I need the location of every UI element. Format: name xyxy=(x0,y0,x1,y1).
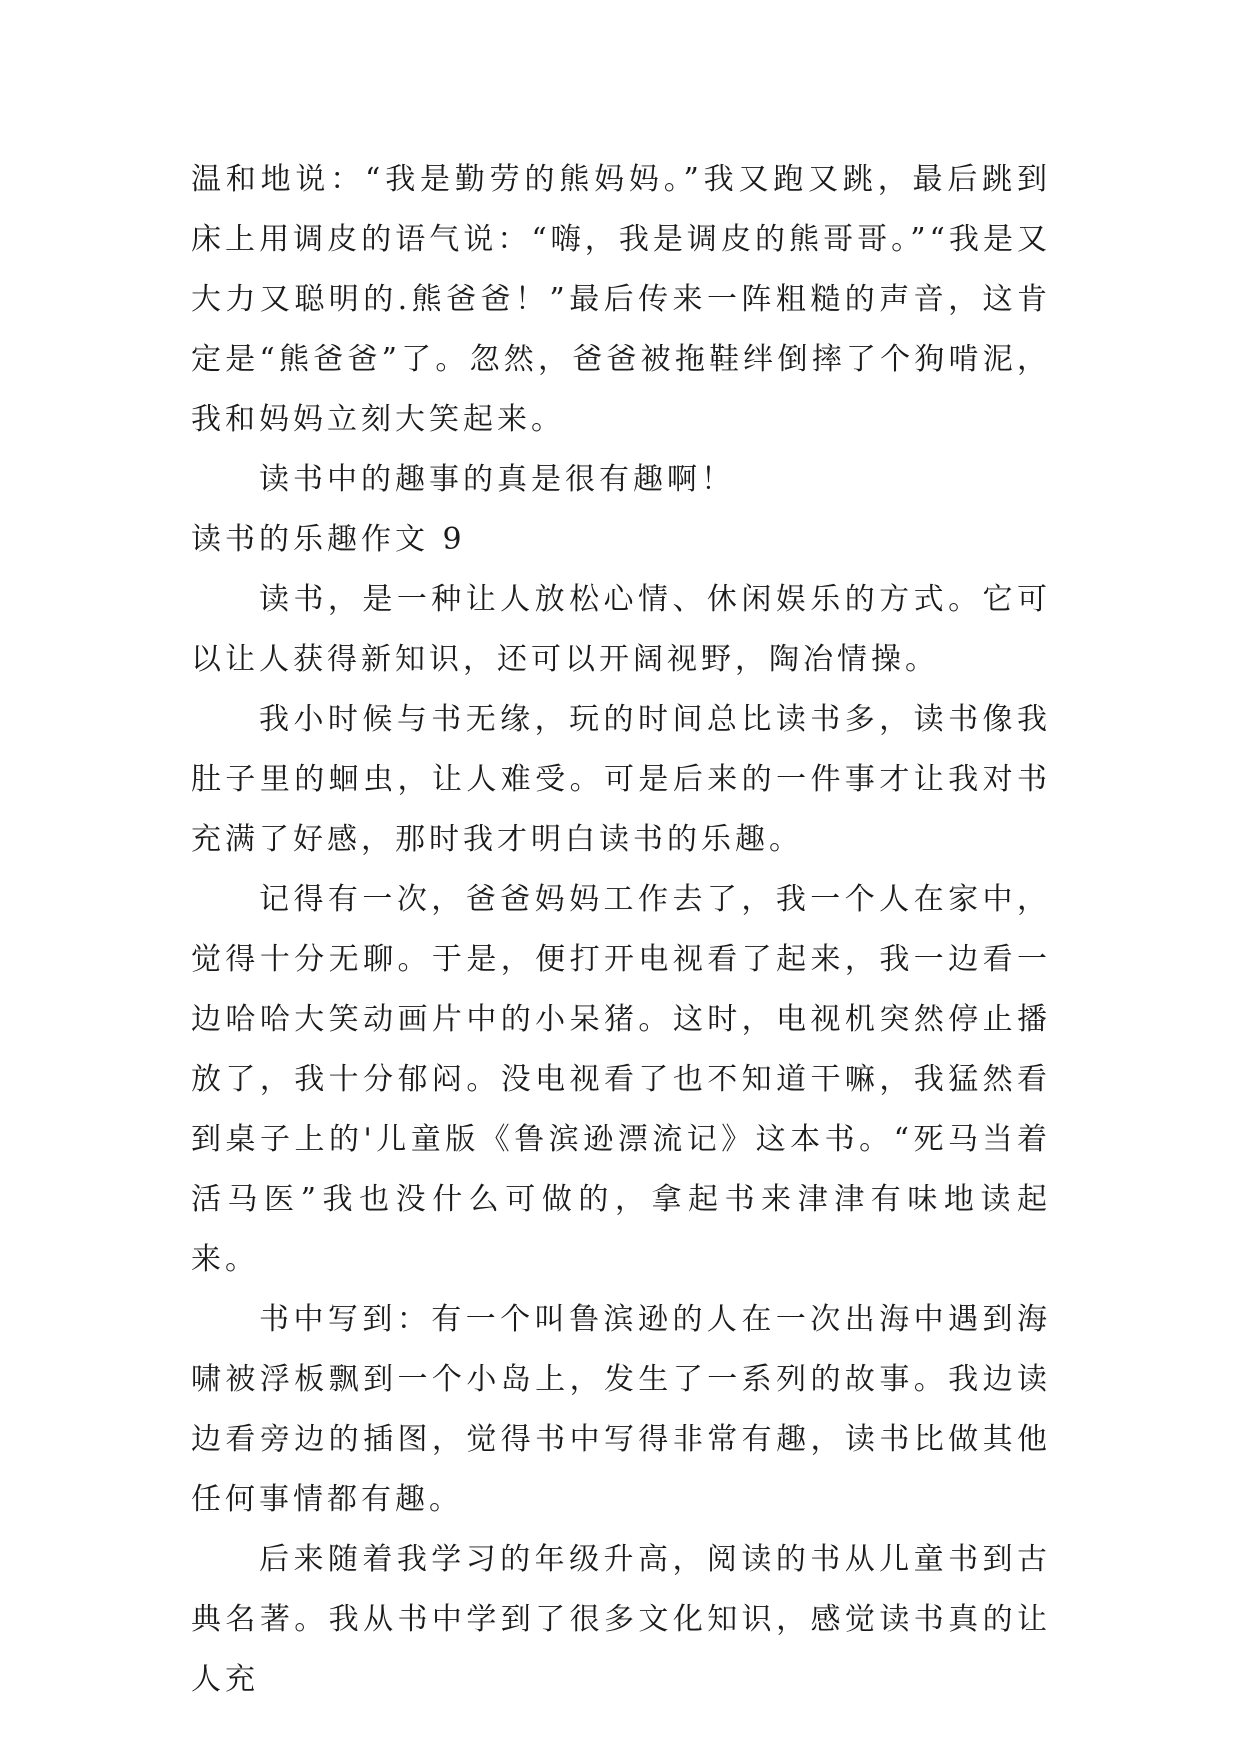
section-paragraph-2: 我小时候与书无缘，玩的时间总比读书多，读书像我肚子里的蛔虫，让人难受。可是后来的一件事才让我对书充满了好感，那时我才明白读书的乐趣。 xyxy=(191,702,1051,857)
section-paragraph-1: 读书，是一种让人放松心情、休闲娱乐的方式。它可以让人获得新知识，还可以开阔视野，陶冶情操。 xyxy=(191,582,1051,677)
section-paragraph-3: 记得有一次，爸爸妈妈工作去了，我一个人在家中，觉得十分无聊。于是，便打开电视看了起来，我一边看一边哈哈大笑动画片中的小呆猪。这时，电视机突然停止播放了，我十分郁闷。没电视看了也不知道干嘛，我猛然看到桌子上的'儿童版《鲁滨逊漂流记》这本书。“死马当着活马医”我也没什么可做的，拿起书来津津有味地读起来。 xyxy=(191,882,1051,1277)
paragraph-conclusion: 读书中的趣事的真是很有趣啊！ xyxy=(259,462,735,497)
document-page xyxy=(191,150,1051,1710)
section-paragraph-5: 后来随着我学习的年级升高，阅读的书从儿童书到古典名著。我从书中学到了很多文化知识，感觉读书真的让人充 xyxy=(191,1542,1051,1697)
section-title: 读书的乐趣作文 9 xyxy=(191,522,466,557)
section-paragraph-4: 书中写到：有一个叫鲁滨逊的人在一次出海中遇到海啸被浮板飘到一个小岛上，发生了一系列的故事。我边读边看旁边的插图，觉得书中写得非常有趣，读书比做其他任何事情都有趣。 xyxy=(191,1302,1051,1517)
paragraph-continued: 温和地说：“我是勤劳的熊妈妈。”我又跑又跳，最后跳到床上用调皮的语气说：“嗨，我是调皮的熊哥哥。”“我是又大力又聪明的.熊爸爸！”最后传来一阵粗糙的声音，这肯定是“熊爸爸”了。忽然，爸爸被拖鞋绊倒摔了个狗啃泥，我和妈妈立刻大笑起来。 xyxy=(191,162,1051,437)
